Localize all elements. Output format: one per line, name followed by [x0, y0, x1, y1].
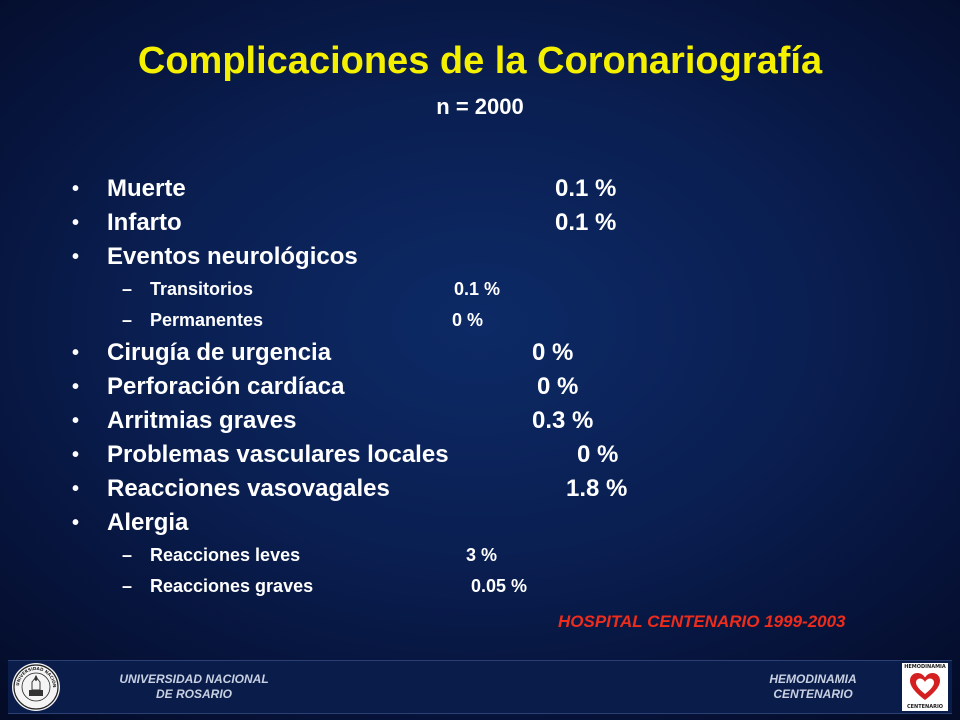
list-item: [72, 172, 772, 206]
footer-hemodinamia: [738, 672, 888, 702]
item-value: 3 %: [466, 545, 498, 565]
list-item: [72, 540, 772, 571]
item-label: Cirugía de urgencia: [107, 339, 332, 366]
item-label: Alergia: [107, 509, 189, 536]
slide-subtitle: n = 2000: [436, 94, 524, 119]
item-value: 0.05 %: [471, 576, 528, 596]
item-label: Reacciones leves: [150, 545, 301, 565]
heart-icon: [909, 672, 941, 702]
seal-text: UNIVERSIDAD NACION: [14, 665, 58, 688]
list-item: [72, 305, 772, 336]
item-label: Transitorios: [150, 279, 254, 299]
university-seal-icon: [12, 663, 60, 711]
bullet-icon: •: [72, 478, 80, 500]
footer-hemodinamia-line1: HEMODINAMIA: [769, 672, 857, 686]
logo-top-text: HEMODINAMIA: [904, 664, 946, 670]
item-label: Permanentes: [150, 310, 264, 330]
item-label: Perforación cardíaca: [107, 373, 345, 400]
item-value: 0.1 %: [555, 175, 617, 202]
item-label: Reacciones graves: [150, 576, 314, 596]
bullet-icon: •: [72, 178, 80, 200]
list-item: [72, 336, 772, 370]
bullet-icon: •: [72, 212, 80, 234]
footer-bar: [8, 660, 952, 714]
list-item: [72, 404, 772, 438]
item-label: Reacciones vasovagales: [107, 475, 390, 502]
list-item: [72, 571, 772, 602]
list-item: [72, 438, 772, 472]
list-item: [72, 472, 772, 506]
item-value: 1.8 %: [566, 475, 628, 502]
item-label: Infarto: [107, 209, 182, 236]
footer-university-line2: DE ROSARIO: [155, 687, 232, 701]
dash-icon: –: [122, 545, 133, 565]
logo-bottom-text: CENTENARIO: [906, 704, 944, 710]
item-value: 0 %: [537, 373, 579, 400]
list-item: [72, 206, 772, 240]
footer-university: [104, 672, 284, 702]
source-note: HOSPITAL CENTENARIO 1999-2003: [558, 612, 846, 631]
bullet-icon: •: [72, 512, 80, 534]
item-label: Eventos neurológicos: [107, 243, 358, 270]
item-value: 0.1 %: [555, 209, 617, 236]
bullet-icon: •: [72, 246, 80, 268]
list-item: [72, 274, 772, 305]
item-value: 0 %: [452, 310, 484, 330]
hemodinamia-logo: [902, 663, 948, 711]
bullet-icon: •: [72, 342, 80, 364]
item-value: 0.3 %: [532, 407, 594, 434]
footer-hemodinamia-line2: CENTENARIO: [773, 687, 853, 701]
footer-university-line1: UNIVERSIDAD NACIONAL: [119, 672, 269, 686]
slide-title: Complicaciones de la Coronariografía: [137, 40, 823, 82]
item-label: Problemas vasculares locales: [107, 441, 449, 468]
complications-list: [72, 172, 772, 602]
item-value: 0 %: [532, 339, 574, 366]
bullet-icon: •: [72, 444, 80, 466]
item-label: Muerte: [107, 175, 186, 202]
dash-icon: –: [122, 576, 133, 596]
dash-icon: –: [122, 310, 133, 330]
list-item: [72, 240, 772, 274]
bullet-icon: •: [72, 376, 80, 398]
list-item: [72, 370, 772, 404]
item-value: 0.1 %: [454, 279, 501, 299]
dash-icon: –: [122, 279, 133, 299]
item-value: 0 %: [577, 441, 619, 468]
item-label: Arritmias graves: [107, 407, 297, 434]
list-item: [72, 506, 772, 540]
bullet-icon: •: [72, 410, 80, 432]
